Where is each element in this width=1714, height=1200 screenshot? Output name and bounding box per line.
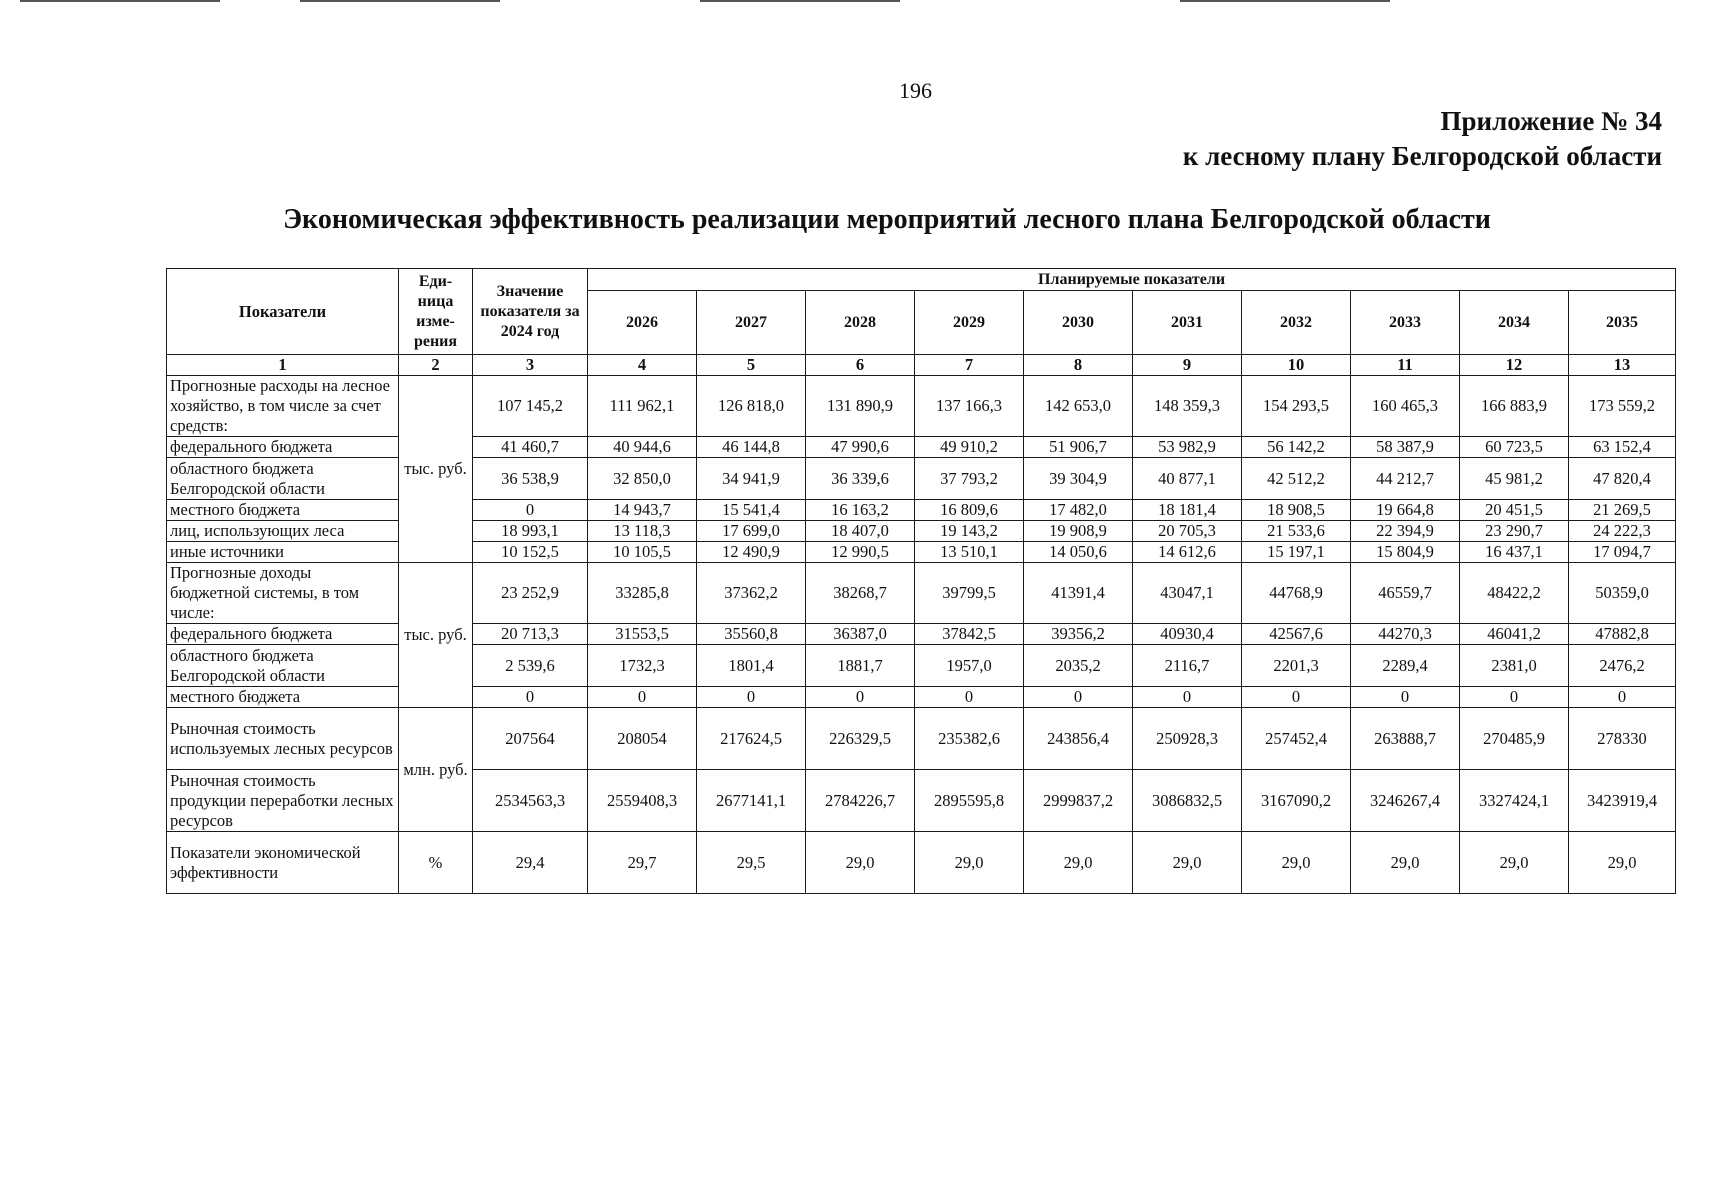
value-2024: 0 bbox=[473, 500, 588, 521]
column-number: 3 bbox=[473, 355, 588, 376]
table-row bbox=[167, 563, 1676, 624]
cell-value: 0 bbox=[697, 687, 806, 708]
cell-value: 16 809,6 bbox=[915, 500, 1024, 521]
cell-value: 142 653,0 bbox=[1024, 376, 1133, 437]
header-indicator: Показатели bbox=[167, 269, 399, 355]
cell-value: 32 850,0 bbox=[588, 458, 697, 500]
cell-value: 226329,5 bbox=[806, 708, 915, 770]
value-2024: 41 460,7 bbox=[473, 437, 588, 458]
cell-value: 0 bbox=[1242, 687, 1351, 708]
cell-value: 148 359,3 bbox=[1133, 376, 1242, 437]
row-label: Прогнозные доходы бюджетной системы, в том числе: bbox=[167, 563, 399, 624]
cell-value: 2677141,1 bbox=[697, 770, 806, 832]
cell-value: 3246267,4 bbox=[1351, 770, 1460, 832]
document-title: Экономическая эффективность реализации мероприятий лесного плана Белгородской области bbox=[283, 204, 1491, 235]
cell-value: 278330 bbox=[1569, 708, 1676, 770]
cell-value: 43047,1 bbox=[1133, 563, 1242, 624]
row-label: Показатели экономической эффективности bbox=[167, 832, 399, 894]
cell-value: 47882,8 bbox=[1569, 624, 1676, 645]
cell-value: 16 437,1 bbox=[1460, 542, 1569, 563]
row-label: местного бюджета bbox=[167, 500, 399, 521]
cell-value: 36387,0 bbox=[806, 624, 915, 645]
cell-value: 15 197,1 bbox=[1242, 542, 1351, 563]
unit-cell: млн. руб. bbox=[399, 708, 473, 832]
cell-value: 20 451,5 bbox=[1460, 500, 1569, 521]
year-header: 2026 bbox=[588, 291, 697, 355]
value-2024: 29,4 bbox=[473, 832, 588, 894]
cell-value: 14 050,6 bbox=[1024, 542, 1133, 563]
cell-value: 29,0 bbox=[1242, 832, 1351, 894]
year-header: 2029 bbox=[915, 291, 1024, 355]
cell-value: 2035,2 bbox=[1024, 645, 1133, 687]
cell-value: 12 490,9 bbox=[697, 542, 806, 563]
row-label: областного бюджета Белгородской области bbox=[167, 645, 399, 687]
page-number: 196 bbox=[899, 78, 932, 103]
cell-value: 19 143,2 bbox=[915, 521, 1024, 542]
value-2024: 0 bbox=[473, 687, 588, 708]
table-row bbox=[167, 458, 1676, 500]
year-header: 2033 bbox=[1351, 291, 1460, 355]
cell-value: 22 394,9 bbox=[1351, 521, 1460, 542]
cell-value: 20 705,3 bbox=[1133, 521, 1242, 542]
cell-value: 36 339,6 bbox=[806, 458, 915, 500]
column-number: 8 bbox=[1024, 355, 1133, 376]
cell-value: 29,7 bbox=[588, 832, 697, 894]
table-row bbox=[167, 542, 1676, 563]
cell-value: 38268,7 bbox=[806, 563, 915, 624]
cell-value: 29,0 bbox=[915, 832, 1024, 894]
cell-value: 235382,6 bbox=[915, 708, 1024, 770]
table-row bbox=[167, 437, 1676, 458]
cell-value: 29,0 bbox=[1569, 832, 1676, 894]
cell-value: 35560,8 bbox=[697, 624, 806, 645]
cell-value: 17 482,0 bbox=[1024, 500, 1133, 521]
efficiency-table bbox=[166, 268, 1676, 894]
row-label: лиц, использующих леса bbox=[167, 521, 399, 542]
cell-value: 2116,7 bbox=[1133, 645, 1242, 687]
row-label: иные источники bbox=[167, 542, 399, 563]
cell-value: 53 982,9 bbox=[1133, 437, 1242, 458]
table-row bbox=[167, 376, 1676, 437]
column-number: 5 bbox=[697, 355, 806, 376]
cell-value: 12 990,5 bbox=[806, 542, 915, 563]
table-row bbox=[167, 687, 1676, 708]
cell-value: 56 142,2 bbox=[1242, 437, 1351, 458]
column-number: 10 bbox=[1242, 355, 1351, 376]
year-header: 2031 bbox=[1133, 291, 1242, 355]
cell-value: 2289,4 bbox=[1351, 645, 1460, 687]
column-number: 1 bbox=[167, 355, 399, 376]
cell-value: 208054 bbox=[588, 708, 697, 770]
row-label: местного бюджета bbox=[167, 687, 399, 708]
value-2024: 107 145,2 bbox=[473, 376, 588, 437]
cell-value: 3423919,4 bbox=[1569, 770, 1676, 832]
cell-value: 29,0 bbox=[1351, 832, 1460, 894]
cell-value: 263888,7 bbox=[1351, 708, 1460, 770]
cell-value: 18 407,0 bbox=[806, 521, 915, 542]
column-number: 11 bbox=[1351, 355, 1460, 376]
column-number: 7 bbox=[915, 355, 1024, 376]
cell-value: 17 094,7 bbox=[1569, 542, 1676, 563]
row-label: Рыночная стоимость используемых лесных ресурсов bbox=[167, 708, 399, 770]
cell-value: 21 533,6 bbox=[1242, 521, 1351, 542]
cell-value: 24 222,3 bbox=[1569, 521, 1676, 542]
cell-value: 41391,4 bbox=[1024, 563, 1133, 624]
cell-value: 126 818,0 bbox=[697, 376, 806, 437]
cell-value: 34 941,9 bbox=[697, 458, 806, 500]
column-number: 9 bbox=[1133, 355, 1242, 376]
cell-value: 46 144,8 bbox=[697, 437, 806, 458]
cell-value: 42 512,2 bbox=[1242, 458, 1351, 500]
column-number: 4 bbox=[588, 355, 697, 376]
value-2024: 207564 bbox=[473, 708, 588, 770]
cell-value: 2381,0 bbox=[1460, 645, 1569, 687]
cell-value: 37 793,2 bbox=[915, 458, 1024, 500]
cell-value: 47 820,4 bbox=[1569, 458, 1676, 500]
cell-value: 49 910,2 bbox=[915, 437, 1024, 458]
cell-value: 19 908,9 bbox=[1024, 521, 1133, 542]
cell-value: 270485,9 bbox=[1460, 708, 1569, 770]
unit-cell: тыс. руб. bbox=[399, 376, 473, 563]
value-2024: 23 252,9 bbox=[473, 563, 588, 624]
cell-value: 13 510,1 bbox=[915, 542, 1024, 563]
value-2024: 18 993,1 bbox=[473, 521, 588, 542]
cell-value: 44270,3 bbox=[1351, 624, 1460, 645]
column-number-row bbox=[167, 355, 1676, 376]
row-label: Прогнозные расходы на лесное хозяйство, в том числе за счет средств: bbox=[167, 376, 399, 437]
year-header: 2032 bbox=[1242, 291, 1351, 355]
cell-value: 0 bbox=[1569, 687, 1676, 708]
value-2024: 36 538,9 bbox=[473, 458, 588, 500]
cell-value: 14 612,6 bbox=[1133, 542, 1242, 563]
cell-value: 173 559,2 bbox=[1569, 376, 1676, 437]
cell-value: 0 bbox=[915, 687, 1024, 708]
cell-value: 18 908,5 bbox=[1242, 500, 1351, 521]
cell-value: 29,0 bbox=[1133, 832, 1242, 894]
row-label: федерального бюджета bbox=[167, 437, 399, 458]
scan-edge-mark bbox=[300, 0, 500, 2]
year-header: 2030 bbox=[1024, 291, 1133, 355]
cell-value: 48422,2 bbox=[1460, 563, 1569, 624]
cell-value: 2201,3 bbox=[1242, 645, 1351, 687]
header-planned: Планируемые показатели bbox=[588, 269, 1676, 291]
value-2024: 10 152,5 bbox=[473, 542, 588, 563]
cell-value: 243856,4 bbox=[1024, 708, 1133, 770]
value-2024: 20 713,3 bbox=[473, 624, 588, 645]
cell-value: 46559,7 bbox=[1351, 563, 1460, 624]
cell-value: 2559408,3 bbox=[588, 770, 697, 832]
unit-cell: % bbox=[399, 832, 473, 894]
cell-value: 2784226,7 bbox=[806, 770, 915, 832]
cell-value: 2895595,8 bbox=[915, 770, 1024, 832]
cell-value: 15 804,9 bbox=[1351, 542, 1460, 563]
cell-value: 63 152,4 bbox=[1569, 437, 1676, 458]
cell-value: 0 bbox=[806, 687, 915, 708]
cell-value: 40 877,1 bbox=[1133, 458, 1242, 500]
cell-value: 39356,2 bbox=[1024, 624, 1133, 645]
cell-value: 257452,4 bbox=[1242, 708, 1351, 770]
cell-value: 31553,5 bbox=[588, 624, 697, 645]
cell-value: 44 212,7 bbox=[1351, 458, 1460, 500]
cell-value: 42567,6 bbox=[1242, 624, 1351, 645]
value-2024: 2 539,6 bbox=[473, 645, 588, 687]
scan-edge-mark bbox=[20, 0, 220, 2]
cell-value: 44768,9 bbox=[1242, 563, 1351, 624]
cell-value: 40930,4 bbox=[1133, 624, 1242, 645]
cell-value: 50359,0 bbox=[1569, 563, 1676, 624]
unit-cell: тыс. руб. bbox=[399, 563, 473, 708]
year-header: 2027 bbox=[697, 291, 806, 355]
cell-value: 3167090,2 bbox=[1242, 770, 1351, 832]
cell-value: 46041,2 bbox=[1460, 624, 1569, 645]
cell-value: 137 166,3 bbox=[915, 376, 1024, 437]
cell-value: 17 699,0 bbox=[697, 521, 806, 542]
table-row bbox=[167, 645, 1676, 687]
table-row bbox=[167, 708, 1676, 770]
cell-value: 33285,8 bbox=[588, 563, 697, 624]
cell-value: 29,0 bbox=[1460, 832, 1569, 894]
table-row bbox=[167, 521, 1676, 542]
row-label: областного бюджета Белгородской области bbox=[167, 458, 399, 500]
cell-value: 10 105,5 bbox=[588, 542, 697, 563]
row-label: Рыночная стоимость продукции переработки лесных ресурсов bbox=[167, 770, 399, 832]
cell-value: 2476,2 bbox=[1569, 645, 1676, 687]
cell-value: 0 bbox=[588, 687, 697, 708]
cell-value: 47 990,6 bbox=[806, 437, 915, 458]
cell-value: 217624,5 bbox=[697, 708, 806, 770]
table-row bbox=[167, 624, 1676, 645]
cell-value: 29,0 bbox=[806, 832, 915, 894]
column-number: 2 bbox=[399, 355, 473, 376]
cell-value: 111 962,1 bbox=[588, 376, 697, 437]
row-label: федерального бюджета bbox=[167, 624, 399, 645]
cell-value: 29,0 bbox=[1024, 832, 1133, 894]
cell-value: 19 664,8 bbox=[1351, 500, 1460, 521]
column-number: 13 bbox=[1569, 355, 1676, 376]
cell-value: 45 981,2 bbox=[1460, 458, 1569, 500]
cell-value: 0 bbox=[1351, 687, 1460, 708]
year-header: 2034 bbox=[1460, 291, 1569, 355]
value-2024: 2534563,3 bbox=[473, 770, 588, 832]
cell-value: 13 118,3 bbox=[588, 521, 697, 542]
scan-edge-mark bbox=[1180, 0, 1390, 2]
cell-value: 21 269,5 bbox=[1569, 500, 1676, 521]
cell-value: 23 290,7 bbox=[1460, 521, 1569, 542]
cell-value: 131 890,9 bbox=[806, 376, 915, 437]
column-number: 6 bbox=[806, 355, 915, 376]
cell-value: 51 906,7 bbox=[1024, 437, 1133, 458]
cell-value: 60 723,5 bbox=[1460, 437, 1569, 458]
year-header: 2035 bbox=[1569, 291, 1676, 355]
cell-value: 1732,3 bbox=[588, 645, 697, 687]
cell-value: 40 944,6 bbox=[588, 437, 697, 458]
cell-value: 1881,7 bbox=[806, 645, 915, 687]
table-row bbox=[167, 770, 1676, 832]
cell-value: 154 293,5 bbox=[1242, 376, 1351, 437]
cell-value: 160 465,3 bbox=[1351, 376, 1460, 437]
column-number: 12 bbox=[1460, 355, 1569, 376]
cell-value: 1801,4 bbox=[697, 645, 806, 687]
cell-value: 166 883,9 bbox=[1460, 376, 1569, 437]
cell-value: 39799,5 bbox=[915, 563, 1024, 624]
cell-value: 14 943,7 bbox=[588, 500, 697, 521]
cell-value: 37842,5 bbox=[915, 624, 1024, 645]
cell-value: 0 bbox=[1024, 687, 1133, 708]
cell-value: 2999837,2 bbox=[1024, 770, 1133, 832]
cell-value: 29,5 bbox=[697, 832, 806, 894]
cell-value: 1957,0 bbox=[915, 645, 1024, 687]
year-header: 2028 bbox=[806, 291, 915, 355]
annex-heading bbox=[1183, 104, 1662, 174]
cell-value: 0 bbox=[1133, 687, 1242, 708]
header-value-2024: Значение показателя за 2024 год bbox=[473, 269, 588, 355]
cell-value: 18 181,4 bbox=[1133, 500, 1242, 521]
cell-value: 39 304,9 bbox=[1024, 458, 1133, 500]
scan-edge-mark bbox=[700, 0, 900, 2]
cell-value: 0 bbox=[1460, 687, 1569, 708]
cell-value: 15 541,4 bbox=[697, 500, 806, 521]
header-unit: Еди-ница изме-рения bbox=[399, 269, 473, 355]
cell-value: 3327424,1 bbox=[1460, 770, 1569, 832]
table-row bbox=[167, 500, 1676, 521]
annex-number: Приложение № 34 bbox=[1440, 106, 1662, 136]
annex-subtitle: к лесному плану Белгородской области bbox=[1182, 141, 1662, 171]
cell-value: 3086832,5 bbox=[1133, 770, 1242, 832]
cell-value: 58 387,9 bbox=[1351, 437, 1460, 458]
cell-value: 37362,2 bbox=[697, 563, 806, 624]
table-row bbox=[167, 832, 1676, 894]
cell-value: 250928,3 bbox=[1133, 708, 1242, 770]
cell-value: 16 163,2 bbox=[806, 500, 915, 521]
